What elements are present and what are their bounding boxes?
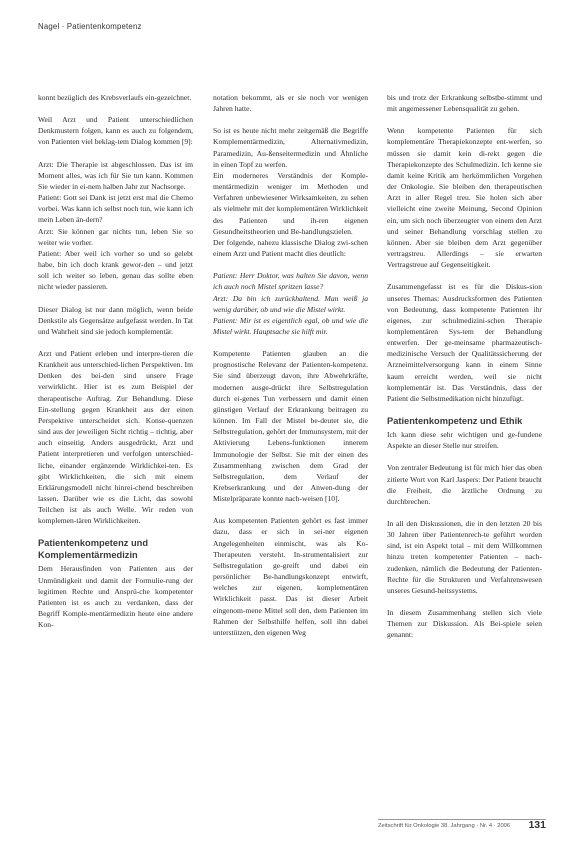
dialog-line <box>213 270 368 292</box>
paragraph: Von zentraler Bedeutung ist für mich hier das oben zitierte Wort von Karl Jaspers: Der Patient braucht die Freiheit, die ärztliche Ordnung zu durchbrechen. <box>387 463 542 506</box>
paragraph: Dieser Dialog ist nur dann möglich, wenn beide Denkstile als Gegensätze aufgefasst werden. In Tat und Wahrheit sind sie jedoch komplementär. <box>38 304 193 336</box>
section-heading: Patientenkompetenz und Komplementärmedizin <box>38 538 149 561</box>
paragraph: konnt bezüglich des Krebsverlaufs ein-gezeichnet. <box>38 93 192 102</box>
paragraph: bis und trotz der Erkrankung selbstbe-stimmt und mit angemessener Lebensqualität zu gehen. <box>387 93 542 114</box>
dialog-line: Patient: Gott sei Dank ist jetzt erst mal die Chemo vorbei. Was kann ich selbst noch tun, wie kann ich mein Leben än-dern? <box>38 193 193 225</box>
dialog-text: Arzt: Da bin ich zurückhaltend. Man weiß ja wenig darüber, ob und wie die Mistel wirkt. <box>213 293 368 314</box>
text-column-3 <box>387 92 542 652</box>
paragraph: Weil Arzt und Patient unterschiedlichen Denkmustern folgen, kann es auch zu folgendem, von Patienten viel beklag-tem Dialog kommen [9]: <box>38 115 193 147</box>
journal-volume: 38. Jahrgang · Nr. 4 · 2006 <box>440 823 511 829</box>
paragraph: Ich kann diese sehr wichtigen und ge-fundene Aspekte an dieser Stelle nur streifen. <box>387 430 542 451</box>
page-footer <box>378 819 546 831</box>
section-heading: Patientenkompetenz und Ethik <box>387 416 523 427</box>
journal-name: Zeitschrift für Onkologie <box>378 823 440 829</box>
page-number: 131 <box>528 819 546 831</box>
running-header: Nagel · Patientenkompetenz <box>38 22 142 31</box>
dialog-text: Patient: Herr Doktor, was halten Sie davon, wenn ich auch noch Mistel spritzen lasse? <box>213 271 368 292</box>
paragraph: Wenn kompetente Patienten für sich komplementäre Therapiekonzepte ent-werfen, so müssen sie damit kein di-rekt gegen die Therapiekonzepte des Schulmedizin. Ich kenne sie damit keine Kritik am herkömmlichen Vorgehen der Onkologie. Sie bleiben den therapeutischen Arzt in aller Regel treu. Sie holen sich aber vielleicht eine zweite Meinung, Second Opinion ein, um sich noch überzeugter von einem den Arzt und seiner Behandlung vorschlag stellen zu können. Aber sie bleiben dem Arzt gegenüber vertragstreu. Allerdings – sie erwarten Vertragstreue auf Gegenseitigkeit. <box>387 126 542 270</box>
paragraph: Zusammengefasst ist es für die Diskus-sion unseres Themas: Ausdrucksformen des Patienten von Bedeutung, dass kompetente Patienten ihr eigenes, zur schulmedizini-schen Therapie komplementären Sys-tem der Behandlung entwerfen. Der ge-meinsame pharmazeutisch-medizinische Versuch der Qualitätssicherung der Arzneimittelversorgung kann in einem Sinne kaum erreicht werden, weil sie nicht komplementär ist. Das Verständnis, dass der Patient die Selbstmedikation nicht hinzufügt. <box>387 282 542 403</box>
paragraph: Kompetente Patienten glauben an die prognostische Relevanz der Patienten-kompetenz. Sie sind überzeugt davon, ihre Abwehrkräfte, modernen ausge-drückt ihre Selbstregulation durch ei-genes Tun verbessern und damit einen günstigen Verlauf der Erkrankung beitragen zu können. Im Fall der Mistel be-deutet sie, die Selbstregulation, gehört der Immunsystem, mit der Aktivierung Lebens-funktionen innerem Immunologie der Selbst. Sie mit der einen des Zusammenhang zwischen dem Grad der Selbstregulation, dem Verlauf der Krebserkrankung und der Anwen-dung der Mistelpräparate konnte nach-weisen [10]. <box>213 349 368 504</box>
paragraph: In all den Diskussionen, die in den letzten 20 bis 30 Jahren über Patientenrech-te geführt worden sind, ist ein Aspekt total – mit dem Willkommen hinzu treten kompetenter Patienten – nach-zudenken, nämlich die Bedeutung der Patienten-Rechte für die Strukturen und Verfahrenswesen unseres Gesund-heitssystems. <box>387 519 542 595</box>
footer-rule <box>378 819 546 820</box>
dialog-line: Patient: Aber weil ich vorher so und so gelebt habe, bin ich doch krank gewor-den – und jetzt soll ich weiter so leben, genau das sollte eben nicht wieder passieren. <box>38 248 193 292</box>
dialog-line: Arzt: Die Therapie ist abgeschlossen. Das ist im Moment alles, was ich für Sie tun kann. Kommen Sie wieder in ei-nem halben Jahr zur Nachsorge. <box>38 159 193 191</box>
paragraph: In diesem Zusammenhang stellen sich viele Themen zur Diskussion. Als Bei-spiele seien genannt: <box>387 608 542 640</box>
paragraph: So ist es heute nicht mehr zeitgemäß die Begriffe Komplementärmedizin, Alternativmedizin, Paramedizin, Au-ßenseitermedizin und Ähnliche in einen Topf zu werfen. <box>213 126 368 169</box>
paragraph: Dem Herausfinden von Patienten aus der Unmündigkeit und damit der Formulie-rung der legitimen Rechte und Ansprü-che kompetenter Patienten ist es auch zu verdanken, dass der Begriff Komple-mentärmedizin heute eine andere Kon- <box>38 564 193 630</box>
dialog-line: Arzt: Sie können gar nichts tun, leben Sie so weiter wie vorher. <box>38 226 193 247</box>
text-column-2 <box>213 92 368 649</box>
dialog-text: Patient: Mir ist es eigentlich egal, ob und wie die Mistel wirkt. Hauptsache sie hilft mir. <box>213 315 368 336</box>
dialog-line <box>213 293 368 315</box>
paragraph: Der folgende, nahezu klassische Dialog zwi-schen einem Arzt und Patient macht dies deutlich: <box>213 237 368 259</box>
paragraph: Arzt und Patient erleben und interpre-tieren die Krankheit aus unterschied-lichen Perspektiven. Im Denken des bei-den sind unsere Frage verwirklicht. Hier ist es zum Beispiel der therapeutische Auftrag. Zur Behandlung. Diese Ein-stellung gegen Krankheit aus der einen Perspektive unterscheidet sich. Konse-quenzen sind aus der jeweiligen Sicht richtig – richtig, aber auch einseitig. Anders ausgedrückt, Arzt und Patient interpretieren und verfolgen unterschied-liche, einander ergänzende Wirklichkei-ten. Es gibt Wirklichkeiten, die sich mit einem Erklärungsmodell nicht hinrei-chend beschreiben lassen. Darüber wie es die Licht, das sowohl Teilchen ist als auch Welle. Wir reden von komplemen-tären Wirklichkeiten. <box>38 348 193 526</box>
paragraph: notation bekommt, als er sie noch vor wenigen Jahren hatte. <box>213 93 368 114</box>
paragraph: Aus kompetenten Patienten gehört es fast immer dazu, dass er sich in sei-ner eigenen Angelegenheiten einmischt, was als Ko-Therapeuten versteht. In-strumentalisiert zur Selbstregulation ge-greift und dabei ein persönlicher Be-handlungskonzept entwirft, welches zur eigenen, komplementären Wirklichkeit passt. Das ist dieser Arbeit eingenom-mene Mittel soll den, dem Patienten im Rahmen der Selbsthilfe helfen, soll ihn dabei unterstützen, den eigenen Weg <box>213 516 368 637</box>
paragraph: Ein moderneres Verständnis der Komple-mentärmedizin weniger im Methoden und Verfahren unbewiesener Wirksamkeiten, zu sehen als vielmehr mit der komplementären Wirklichkeit des Patienten und ih-ren eigenen Gesundheitstheorien und Be-handlungszielen. <box>213 170 368 236</box>
text-column-1 <box>38 92 193 641</box>
dialog-line <box>213 315 368 337</box>
